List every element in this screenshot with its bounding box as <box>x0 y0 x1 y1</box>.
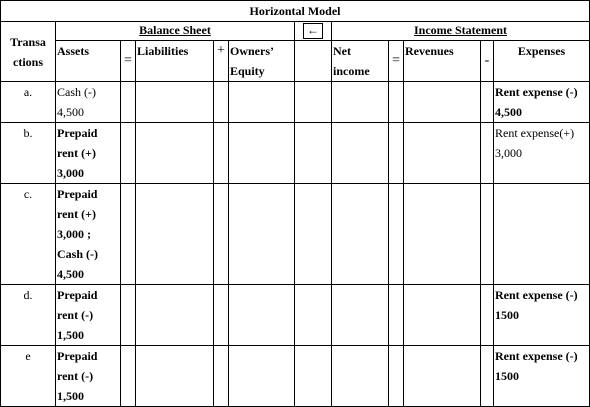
cell-expenses: Rent expense (-) 1500 <box>494 285 590 346</box>
cell-empty <box>481 123 494 184</box>
header-assets: Assets <box>56 41 121 82</box>
cell-empty <box>295 123 332 184</box>
horizontal-model-table <box>0 21 590 407</box>
cell-empty <box>136 123 214 184</box>
table-row <box>1 346 590 407</box>
header-expenses: Expenses <box>494 41 590 82</box>
cell-empty <box>332 123 389 184</box>
row-id: d. <box>1 285 56 346</box>
cell-empty <box>136 184 214 285</box>
cell-empty <box>332 346 389 407</box>
cell-empty <box>389 285 404 346</box>
cell-empty <box>214 82 229 123</box>
cell-empty <box>295 82 332 123</box>
cell-empty <box>229 285 295 346</box>
cell-empty <box>389 346 404 407</box>
cell-expenses: Rent expense(+) 3,000 <box>494 123 590 184</box>
cell-empty <box>214 123 229 184</box>
cell-empty <box>404 346 481 407</box>
table-row <box>1 184 590 285</box>
header-minus: - <box>481 41 494 82</box>
cell-empty <box>481 82 494 123</box>
cell-empty <box>229 346 295 407</box>
cell-assets: Prepaid rent (-) 1,500 <box>56 346 121 407</box>
cell-empty <box>389 82 404 123</box>
group-header-row <box>1 22 590 41</box>
cell-assets: Cash (-) 4,500 <box>56 82 121 123</box>
cell-empty <box>121 184 136 285</box>
table-row <box>1 285 590 346</box>
column-header-row <box>1 41 590 82</box>
header-net-income: Net income <box>332 41 389 82</box>
cell-empty <box>332 82 389 123</box>
row-id: b. <box>1 123 56 184</box>
table-title: Horizontal Model <box>0 0 590 22</box>
cell-empty <box>229 123 295 184</box>
cell-empty <box>332 184 389 285</box>
left-arrow-icon: ← <box>303 23 323 39</box>
table-row <box>1 123 590 184</box>
cell-empty <box>229 82 295 123</box>
header-plus: + <box>214 41 229 82</box>
cell-empty <box>136 82 214 123</box>
cell-empty <box>404 285 481 346</box>
cell-empty <box>214 285 229 346</box>
cell-empty <box>295 346 332 407</box>
group-arrow <box>295 22 332 41</box>
cell-empty <box>136 285 214 346</box>
header-transactions: Transa ctions <box>1 22 56 82</box>
cell-empty <box>332 285 389 346</box>
cell-assets: Prepaid rent (+) 3,000 <box>56 123 121 184</box>
cell-empty <box>136 346 214 407</box>
cell-empty <box>389 123 404 184</box>
cell-empty <box>229 184 295 285</box>
table-row <box>1 82 590 123</box>
cell-empty <box>389 184 404 285</box>
row-id: c. <box>1 184 56 285</box>
group-income-statement: Income Statement <box>332 22 590 41</box>
group-balance-sheet: Balance Sheet <box>56 22 295 41</box>
cell-empty <box>404 184 481 285</box>
header-owners-equity: Owners’ Equity <box>229 41 295 82</box>
cell-expenses <box>494 184 590 285</box>
cell-assets: Prepaid rent (+) 3,000 ; Cash (-) 4,500 <box>56 184 121 285</box>
cell-empty <box>121 346 136 407</box>
header-arrow-spacer <box>295 41 332 82</box>
header-liabilities: Liabilities <box>136 41 214 82</box>
cell-expenses: Rent expense (-) 1500 <box>494 346 590 407</box>
header-equals-1: = <box>121 41 136 82</box>
cell-empty <box>121 285 136 346</box>
cell-empty <box>214 346 229 407</box>
cell-empty <box>214 184 229 285</box>
cell-empty <box>481 285 494 346</box>
header-revenues: Revenues <box>404 41 481 82</box>
row-id: e <box>1 346 56 407</box>
cell-empty <box>404 82 481 123</box>
cell-expenses: Rent expense (-) 4,500 <box>494 82 590 123</box>
row-id: a. <box>1 82 56 123</box>
cell-empty <box>121 123 136 184</box>
cell-empty <box>404 123 481 184</box>
cell-empty <box>121 82 136 123</box>
cell-assets: Prepaid rent (-) 1,500 <box>56 285 121 346</box>
header-equals-2: = <box>389 41 404 82</box>
cell-empty <box>481 346 494 407</box>
cell-empty <box>481 184 494 285</box>
cell-empty <box>295 184 332 285</box>
cell-empty <box>295 285 332 346</box>
